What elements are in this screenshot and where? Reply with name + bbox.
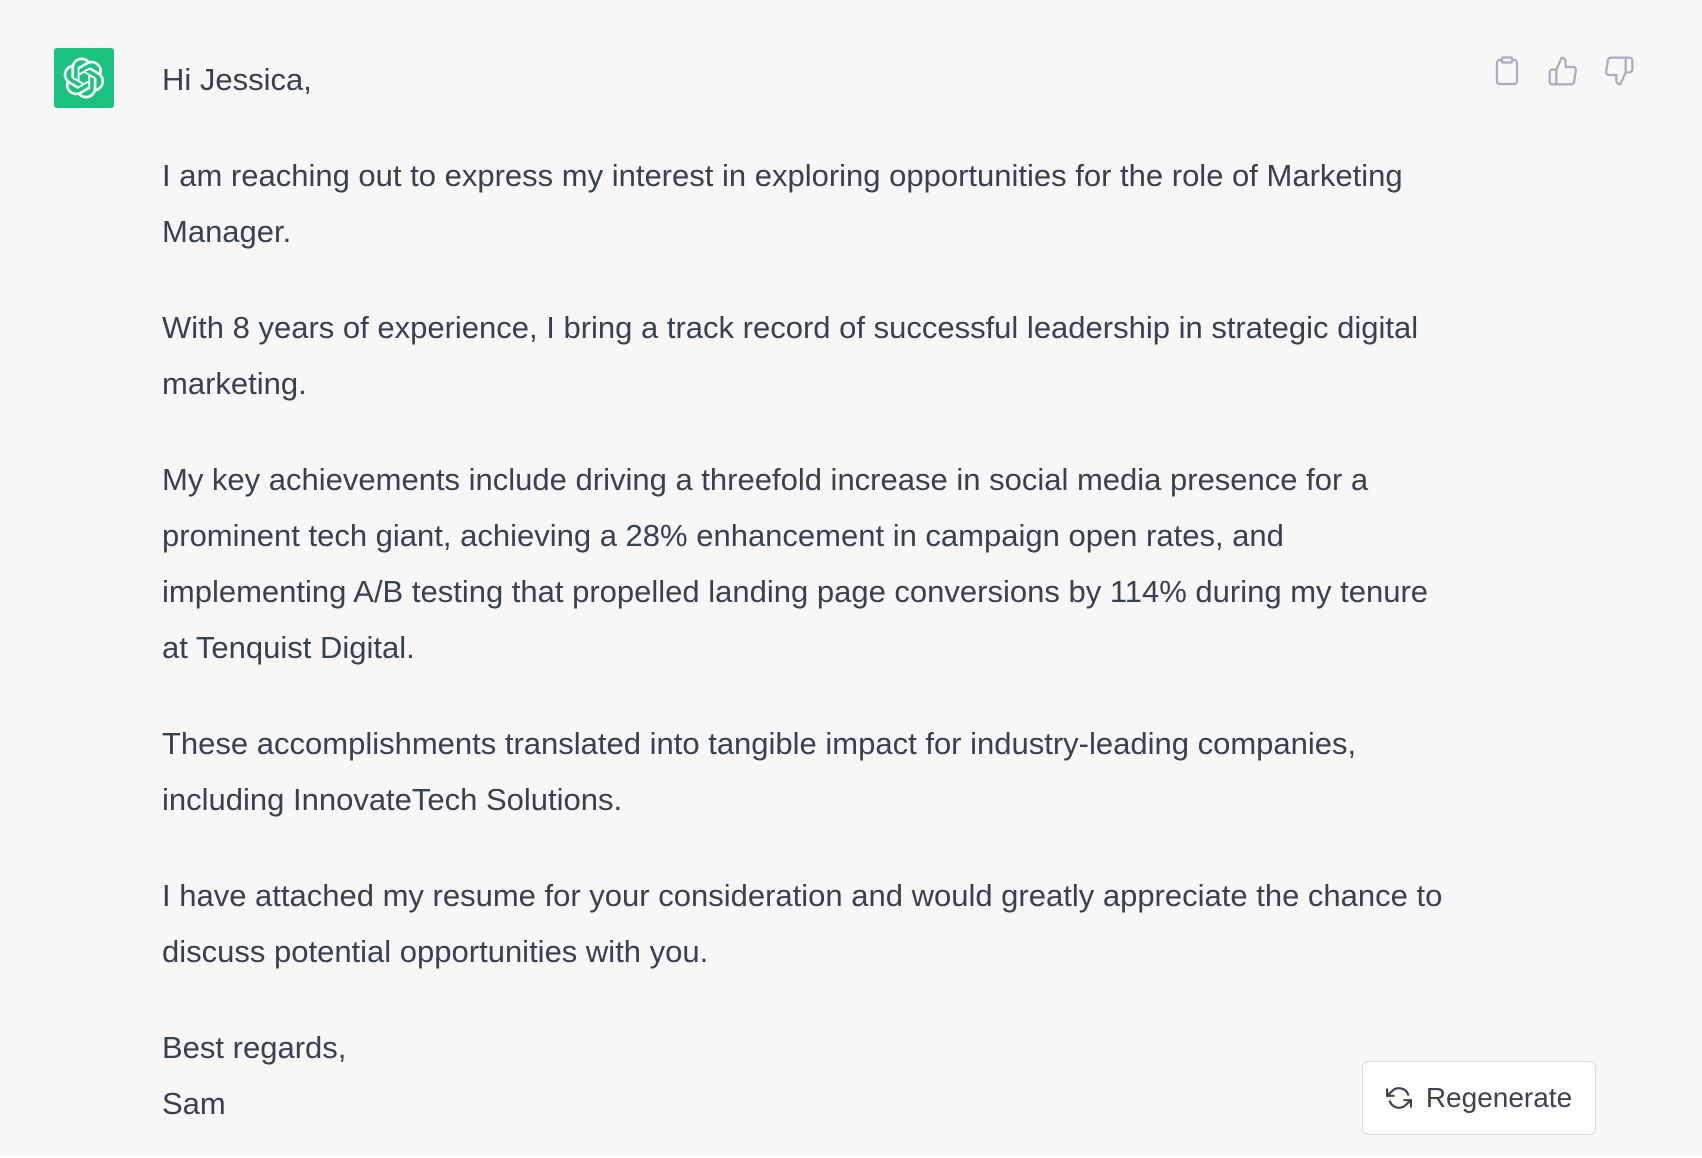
regenerate-button[interactable] [1362,1061,1596,1135]
regenerate-label: Regenerate [1425,1082,1573,1113]
paragraph: With 8 years of experience, I bring a track record of successful leadership in strategic digital marketing. [162,310,1419,401]
paragraph: I am reaching out to express my interest in exploring opportunities for the role of Marketing Manager. [162,158,1403,249]
paragraph: I have attached my resume for your consideration and would greatly appreciate the chance to discuss potential opportunities with you. [162,878,1443,969]
openai-logo-icon [63,57,105,99]
thumbs-down-icon [1603,55,1635,87]
signature: Sam [162,1086,226,1121]
thumbs-up-icon [1547,55,1579,87]
assistant-avatar [54,48,114,108]
thumbs-down-button[interactable] [1600,52,1638,90]
refresh-icon [1386,1085,1412,1111]
message-body [162,52,1462,1132]
thumbs-up-button[interactable] [1544,52,1582,90]
clipboard-icon [1494,56,1520,86]
closing-line: Best regards, [162,1030,347,1065]
greeting: Hi Jessica, [162,62,312,97]
message-actions [1488,52,1638,90]
paragraph: My key achievements include driving a threefold increase in social media presence for a prominent tech giant, achieving a 28% enhancement in campaign open rates, and implementing A/B testing that propelled landing page conversions by 114% during my tenure at Tenquist Digital. [162,462,1429,665]
copy-button[interactable] [1488,52,1526,90]
paragraph: These accomplishments translated into tangible impact for industry-leading companies, including InnovateTech Solutions. [162,726,1357,817]
